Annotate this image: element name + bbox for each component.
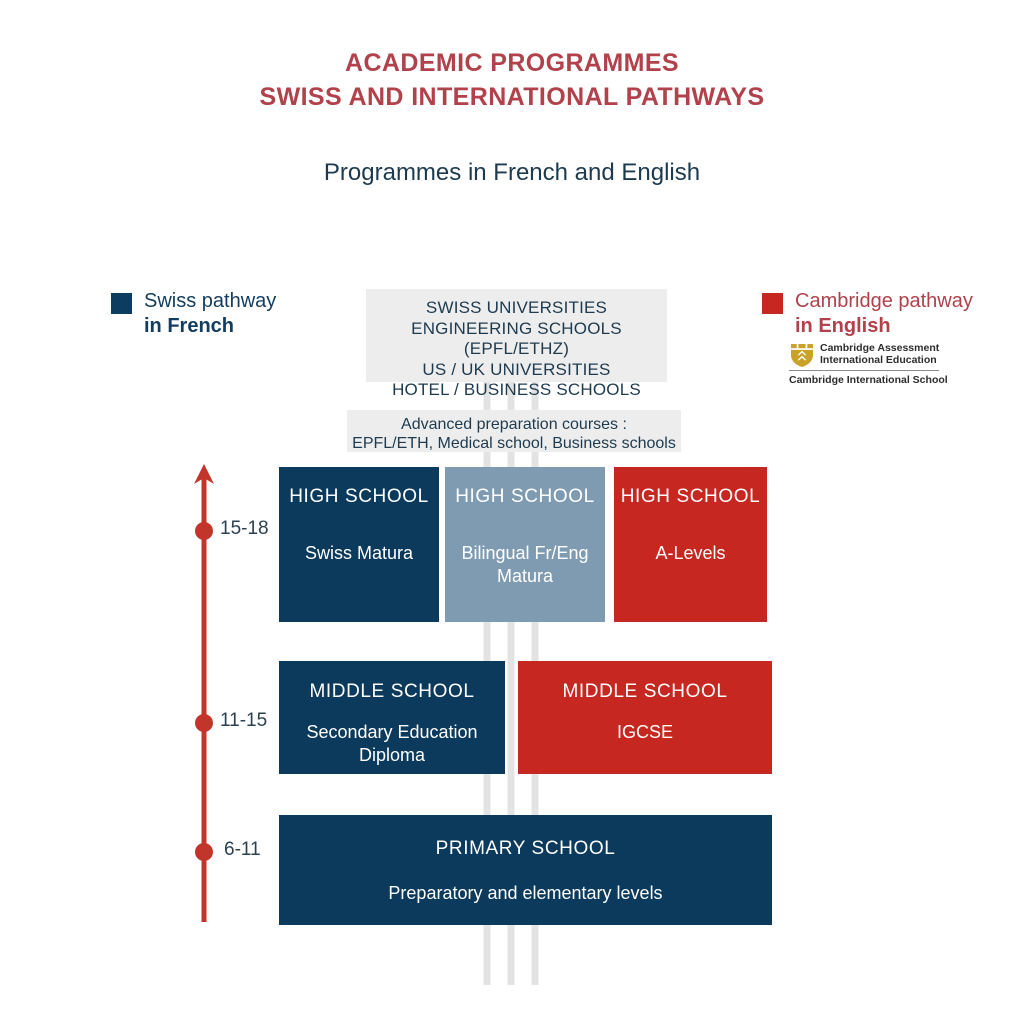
box-subtitle: Preparatory and elementary levels xyxy=(388,883,663,903)
box-primary-school xyxy=(279,815,772,925)
box-title: HIGH SCHOOL xyxy=(455,486,595,507)
legend-swiss-pathway xyxy=(111,289,276,339)
box-title: PRIMARY SCHOOL xyxy=(435,838,616,859)
box-subtitle: IGCSE xyxy=(616,722,673,742)
box-middle-school-igcse xyxy=(518,661,772,774)
age-label-primary-school: 6-11 xyxy=(224,839,261,860)
preparation-line-1: Advanced preparation courses : xyxy=(401,416,627,433)
preparation-line-2: EPFL/ETH, Medical school, Business schools xyxy=(352,435,676,452)
box-middle-school-secondary-diploma xyxy=(279,661,505,774)
age-dot-11-15 xyxy=(195,714,213,732)
page-title xyxy=(0,46,1024,114)
legend-swatch-navy-icon xyxy=(111,293,132,314)
destination-line: US / UK UNIVERSITIES xyxy=(422,359,611,379)
box-subtitle: Bilingual Fr/Eng Matura xyxy=(461,543,589,586)
cambridge-logo-divider xyxy=(789,370,939,371)
age-label-high-school: 15-18 xyxy=(220,518,269,539)
legend-cambridge-line-1: Cambridge pathway xyxy=(795,290,973,312)
age-label-middle-school: 11-15 xyxy=(220,710,268,731)
title-line-2: SWISS AND INTERNATIONAL PATHWAYS xyxy=(259,83,765,111)
box-subtitle: Secondary Education Diploma xyxy=(306,722,478,765)
cambridge-logo-subtitle: Cambridge International School xyxy=(789,373,948,386)
box-title: MIDDLE SCHOOL xyxy=(309,681,475,702)
box-subtitle: A-Levels xyxy=(655,543,726,563)
title-line-1: ACADEMIC PROGRAMMES xyxy=(345,49,679,77)
box-high-school-a-levels xyxy=(614,467,767,622)
box-title: MIDDLE SCHOOL xyxy=(562,681,728,702)
box-high-school-swiss-matura xyxy=(279,467,439,622)
cambridge-logo-name-line-1: Cambridge Assessment xyxy=(820,342,940,355)
legend-cambridge-pathway xyxy=(762,289,973,339)
legend-swiss-line-1: Swiss pathway xyxy=(144,290,277,312)
page-subtitle: Programmes in French and English xyxy=(323,159,701,186)
destinations-box xyxy=(366,289,667,399)
advanced-preparation-box xyxy=(347,410,681,452)
legend-swiss-line-2: in French xyxy=(144,315,235,337)
box-high-school-bilingual-matura xyxy=(445,467,605,622)
box-title: HIGH SCHOOL xyxy=(620,486,761,507)
destination-line: HOTEL / BUSINESS SCHOOLS xyxy=(392,380,641,399)
age-dot-6-11 xyxy=(195,843,213,861)
destination-line: SWISS UNIVERSITIES xyxy=(425,298,608,317)
cambridge-logo-name-line-2: International Education xyxy=(820,354,937,366)
cambridge-shield-icon xyxy=(789,342,815,368)
box-subtitle: Swiss Matura xyxy=(304,543,414,563)
destination-line: ENGINEERING SCHOOLS (EPFL/ETHZ) xyxy=(411,318,622,358)
box-title: HIGH SCHOOL xyxy=(289,486,429,507)
age-dot-15-18 xyxy=(195,522,213,540)
cambridge-assessment-logo xyxy=(789,342,948,386)
legend-cambridge-line-2: in English xyxy=(795,315,891,337)
legend-swatch-red-icon xyxy=(762,293,783,314)
